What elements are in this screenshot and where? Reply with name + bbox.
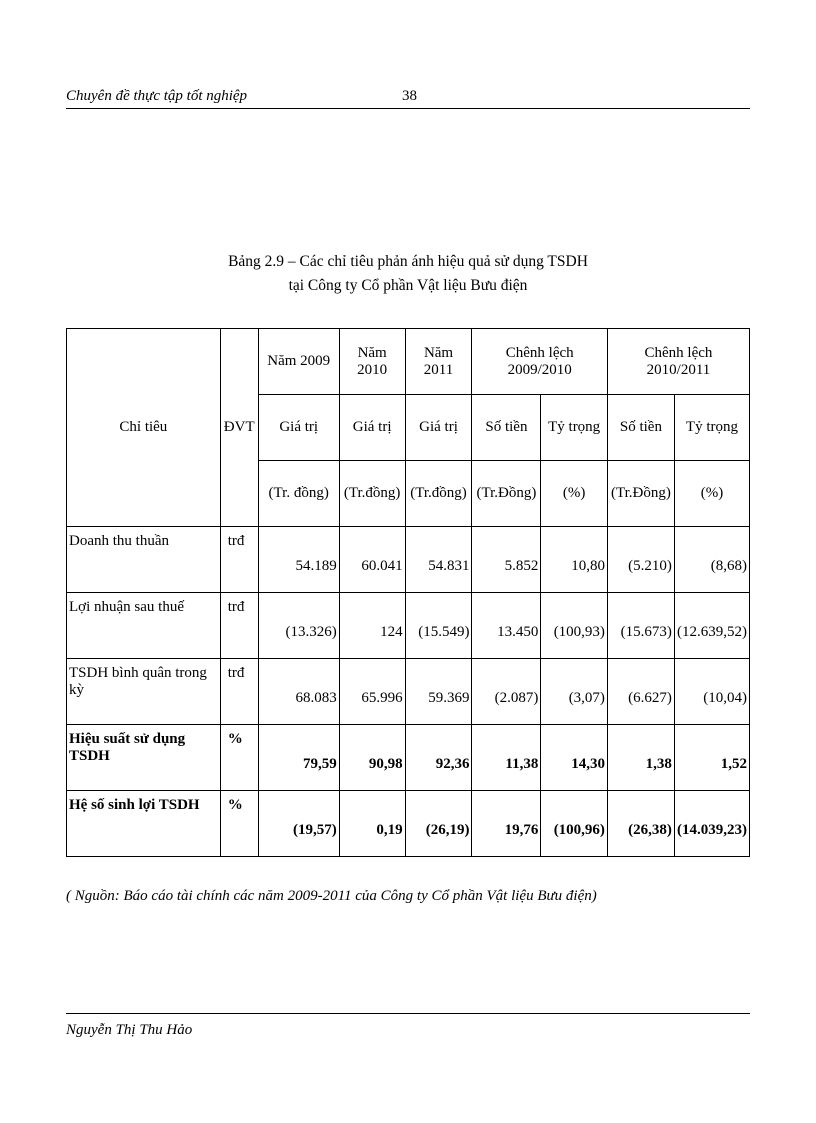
cell-value: 124 xyxy=(339,593,405,659)
cell-value: (15.549) xyxy=(405,593,472,659)
header-title: Chuyên đề thực tập tốt nghiệp xyxy=(66,88,248,104)
diff-2010-2011-header: Chênh lệch 2010/2011 xyxy=(607,329,749,395)
cell-value: (19,57) xyxy=(258,791,339,857)
row-unit: trđ xyxy=(220,659,258,725)
row-unit: % xyxy=(220,791,258,857)
cell-value: 59.369 xyxy=(405,659,472,725)
cell-value: 14,30 xyxy=(541,725,608,791)
cell-value: (6.627) xyxy=(607,659,674,725)
cell-value: 79,59 xyxy=(258,725,339,791)
cell-value: 68.083 xyxy=(258,659,339,725)
unit-cell: (%) xyxy=(541,461,608,527)
cell-value: (10,04) xyxy=(674,659,749,725)
unit-cell: (Tr. đồng) xyxy=(258,461,339,527)
table-title-line1: Bảng 2.9 – Các chỉ tiêu phản ánh hiệu quả sử dụng TSDH xyxy=(228,253,588,270)
cell-value: 60.041 xyxy=(339,527,405,593)
row-unit: trđ xyxy=(220,593,258,659)
cell-value: (5.210) xyxy=(607,527,674,593)
subhead-value: Giá trị xyxy=(405,395,472,461)
table-title xyxy=(66,250,750,298)
cell-value: 10,80 xyxy=(541,527,608,593)
cell-value: 13.450 xyxy=(472,593,541,659)
cell-value: (26,38) xyxy=(607,791,674,857)
header-row-years xyxy=(67,329,750,395)
row-label: Hệ số sinh lợi TSDH xyxy=(67,791,221,857)
source-note: ( Nguồn: Báo cáo tài chính các năm 2009-2011 của Công ty Cổ phần Vật liệu Bưu điện) xyxy=(66,888,597,904)
row-unit: % xyxy=(220,725,258,791)
cell-value: (8,68) xyxy=(674,527,749,593)
page-header xyxy=(66,86,750,109)
row-unit: trđ xyxy=(220,527,258,593)
table-row xyxy=(67,527,750,593)
col-indicator-header: Chỉ tiêu xyxy=(67,329,221,527)
subhead-value: Giá trị xyxy=(258,395,339,461)
unit-cell: (Tr.đồng) xyxy=(405,461,472,527)
cell-value: 1,38 xyxy=(607,725,674,791)
subhead-amount: Số tiền xyxy=(607,395,674,461)
subhead-amount: Số tiền xyxy=(472,395,541,461)
row-label: Hiệu suất sử dụng TSDH xyxy=(67,725,221,791)
cell-value: (26,19) xyxy=(405,791,472,857)
cell-value: (15.673) xyxy=(607,593,674,659)
table-title-line2: tại Công ty Cổ phần Vật liệu Bưu điện xyxy=(288,277,528,294)
efficiency-table xyxy=(66,328,750,857)
cell-value: 1,52 xyxy=(674,725,749,791)
cell-value: (13.326) xyxy=(258,593,339,659)
year-2009-header: Năm 2009 xyxy=(258,329,339,395)
cell-value: 5.852 xyxy=(472,527,541,593)
author-name: Nguyễn Thị Thu Hảo xyxy=(66,1022,193,1038)
cell-value: (100,96) xyxy=(541,791,608,857)
table-row xyxy=(67,791,750,857)
row-label: TSDH bình quân trong kỳ xyxy=(67,659,221,725)
year-2010-header: Năm 2010 xyxy=(339,329,405,395)
cell-value: 54.189 xyxy=(258,527,339,593)
table-row xyxy=(67,659,750,725)
cell-value: 54.831 xyxy=(405,527,472,593)
diff-2009-2010-header: Chênh lệch 2009/2010 xyxy=(472,329,607,395)
col-unit-header: ĐVT xyxy=(220,329,258,527)
row-label: Doanh thu thuần xyxy=(67,527,221,593)
cell-value: 65.996 xyxy=(339,659,405,725)
unit-cell: (Tr.đồng) xyxy=(339,461,405,527)
unit-cell: (Tr.Đồng) xyxy=(472,461,541,527)
cell-value: 19,76 xyxy=(472,791,541,857)
page-footer xyxy=(66,1013,750,1038)
subhead-ratio: Tỷ trọng xyxy=(541,395,608,461)
cell-value: 92,36 xyxy=(405,725,472,791)
cell-value: (2.087) xyxy=(472,659,541,725)
table-row xyxy=(67,725,750,791)
unit-cell: (%) xyxy=(674,461,749,527)
year-2011-header: Năm 2011 xyxy=(405,329,472,395)
subhead-value: Giá trị xyxy=(339,395,405,461)
subhead-ratio: Tỷ trọng xyxy=(674,395,749,461)
cell-value: (100,93) xyxy=(541,593,608,659)
cell-value: 11,38 xyxy=(472,725,541,791)
table-row xyxy=(67,593,750,659)
cell-value: (3,07) xyxy=(541,659,608,725)
unit-cell: (Tr.Đồng) xyxy=(607,461,674,527)
cell-value: (14.039,23) xyxy=(674,791,749,857)
cell-value: 0,19 xyxy=(339,791,405,857)
cell-value: (12.639,52) xyxy=(674,593,749,659)
row-label: Lợi nhuận sau thuế xyxy=(67,593,221,659)
cell-value: 90,98 xyxy=(339,725,405,791)
page-number: 38 xyxy=(402,88,417,104)
